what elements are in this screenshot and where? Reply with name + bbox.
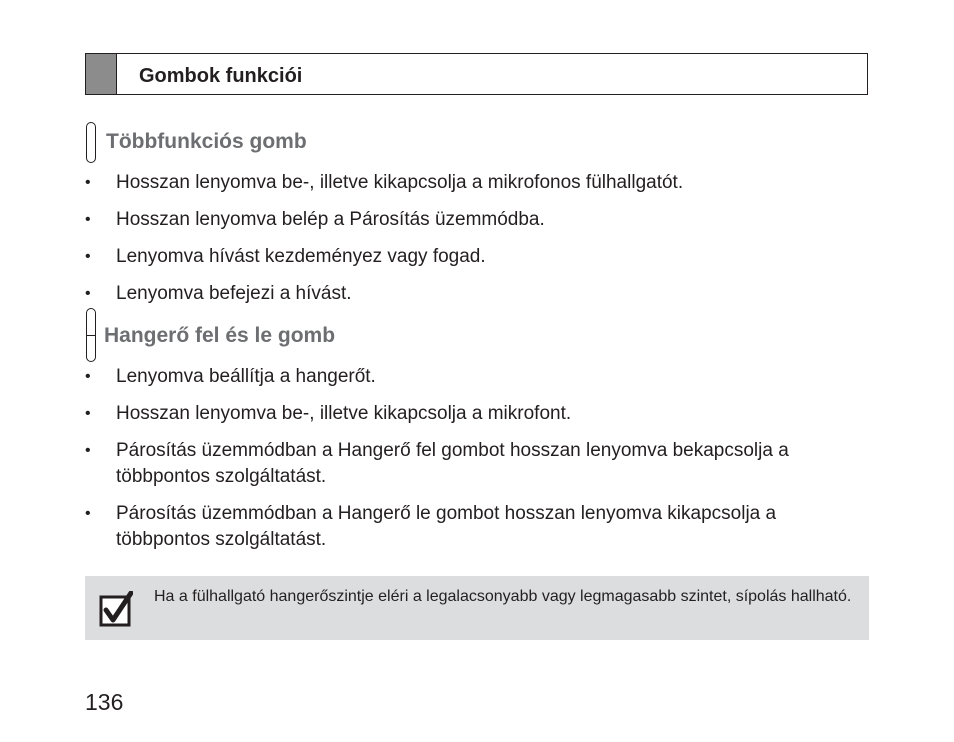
list-item: • Hosszan lenyomva be-, illetve kikapcsolja a mikrofont.	[85, 401, 865, 427]
list-item: • Párosítás üzemmódban a Hangerő le gombot hosszan lenyomva kikapcsolja a többpontos szolgáltatást.	[85, 501, 841, 553]
checkmark-box-icon	[99, 591, 133, 627]
multifunction-list	[85, 170, 865, 307]
list-item: • Lenyomva beállítja a hangerőt.	[85, 364, 865, 390]
list-item: • Hosszan lenyomva be-, illetve kikapcsolja a mikrofonos fülhallgatót.	[85, 170, 865, 196]
list-item: • Hosszan lenyomva belép a Párosítás üzemmódba.	[85, 207, 865, 233]
multifunction-button-icon	[86, 122, 96, 163]
note-box	[85, 576, 869, 640]
list-item: • Lenyomva befejezi a hívást.	[85, 281, 865, 307]
section-title-multifunction: Többfunkciós gomb	[106, 130, 307, 153]
header-tab-marker	[86, 54, 117, 94]
page-title: Gombok funkciói	[139, 65, 303, 87]
section-header	[85, 53, 868, 95]
page-number: 136	[85, 689, 124, 715]
section-title-volume: Hangerő fel és le gomb	[104, 324, 336, 347]
list-item: • Párosítás üzemmódban a Hangerő fel gombot hosszan lenyomva bekapcsolja a többpontos szolgáltatást.	[85, 438, 856, 490]
volume-list	[85, 364, 865, 553]
note-text: Ha a fülhallgató hangerőszintje eléri a legalacsonyabb vagy legmagasabb szintet, sípolás hallható.	[154, 588, 852, 605]
list-item: • Lenyomva hívást kezdeményez vagy fogad.	[85, 244, 865, 270]
volume-button-icon	[86, 308, 96, 362]
